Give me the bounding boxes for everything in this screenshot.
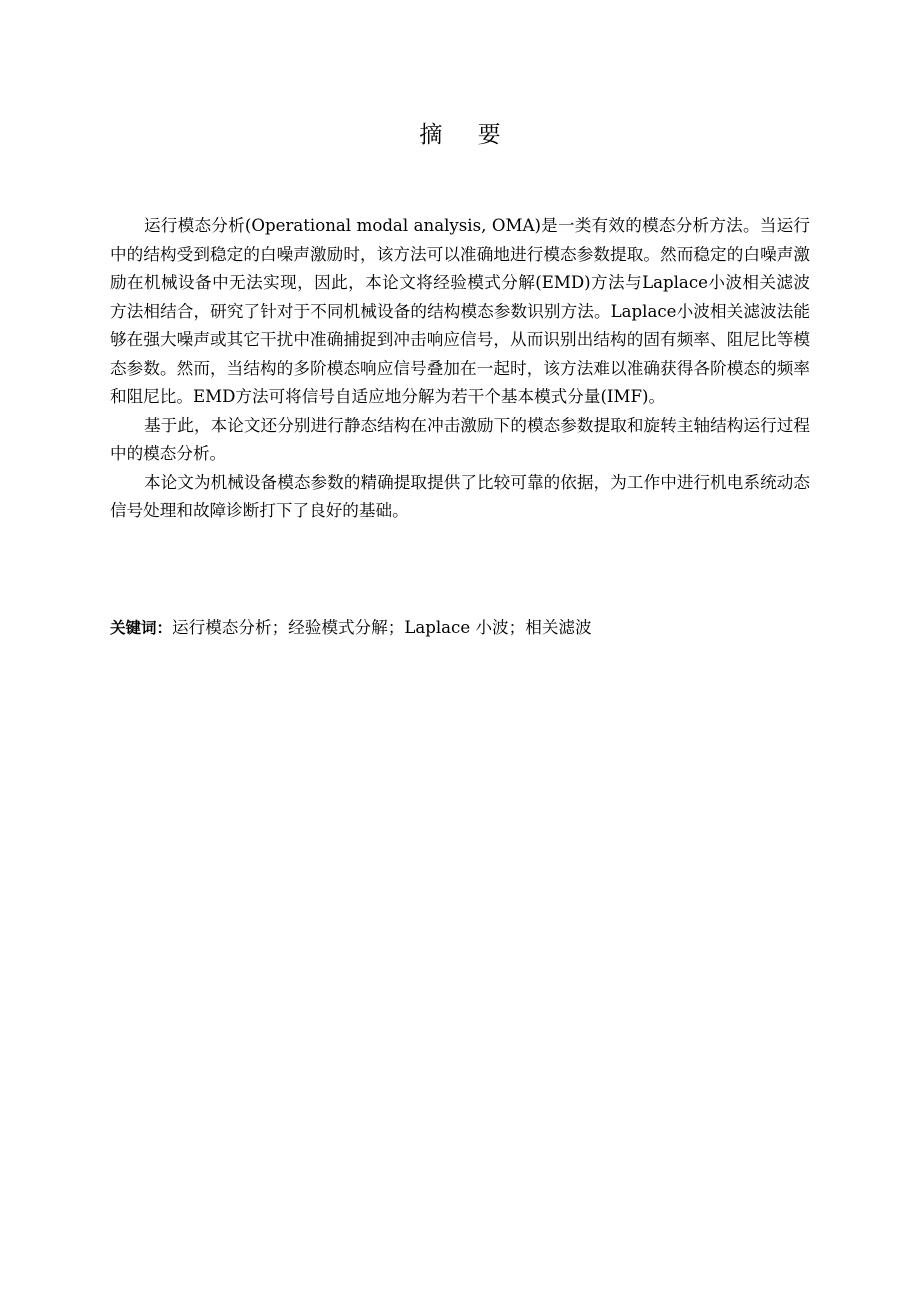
abstract-paragraph-3: 本论文为机械设备模态参数的精确提取提供了比较可靠的依据，为工作中进行机电系统动态信号处理和故障诊断打下了良好的基础。	[110, 472, 810, 520]
abstract-paragraph-2: 基于此，本论文还分别进行静态结构在冲击激励下的模态参数提取和旋转主轴结构运行过程中的模态分析。	[110, 415, 810, 463]
keywords-text: 运行模态分析；经验模式分解；Laplace 小波；相关滤波	[172, 618, 592, 637]
abstract-title: 摘 要	[419, 122, 515, 148]
keywords-line	[110, 614, 810, 642]
abstract-body	[110, 212, 810, 526]
keywords-label: 关键词：	[110, 619, 173, 637]
abstract-paragraph-1: 运行模态分析(Operational modal analysis, OMA)是一类有效的模态分析方法。当运行中的结构受到稳定的白噪声激励时，该方法可以准确地进行模态参数提取。然而稳定的白噪声激励在机械设备中无法实现，因此，本论文将经验模式分解(EMD)方法与Laplace小波相关滤波方法相结合，研究了针对于不同机械设备的结构模态参数识别方法。Laplace小波相关滤波法能够在强大噪声或其它干扰中准确捕捉到冲击响应信号，从而识别出结构的固有频率、阻尼比等模态参数。然而，当结构的多阶模态响应信号叠加在一起时，该方法难以准确获得各阶模态的频率和阻尼比。EMD方法可将信号自适应地分解为若干个基本模式分量(IMF)。	[110, 216, 810, 406]
